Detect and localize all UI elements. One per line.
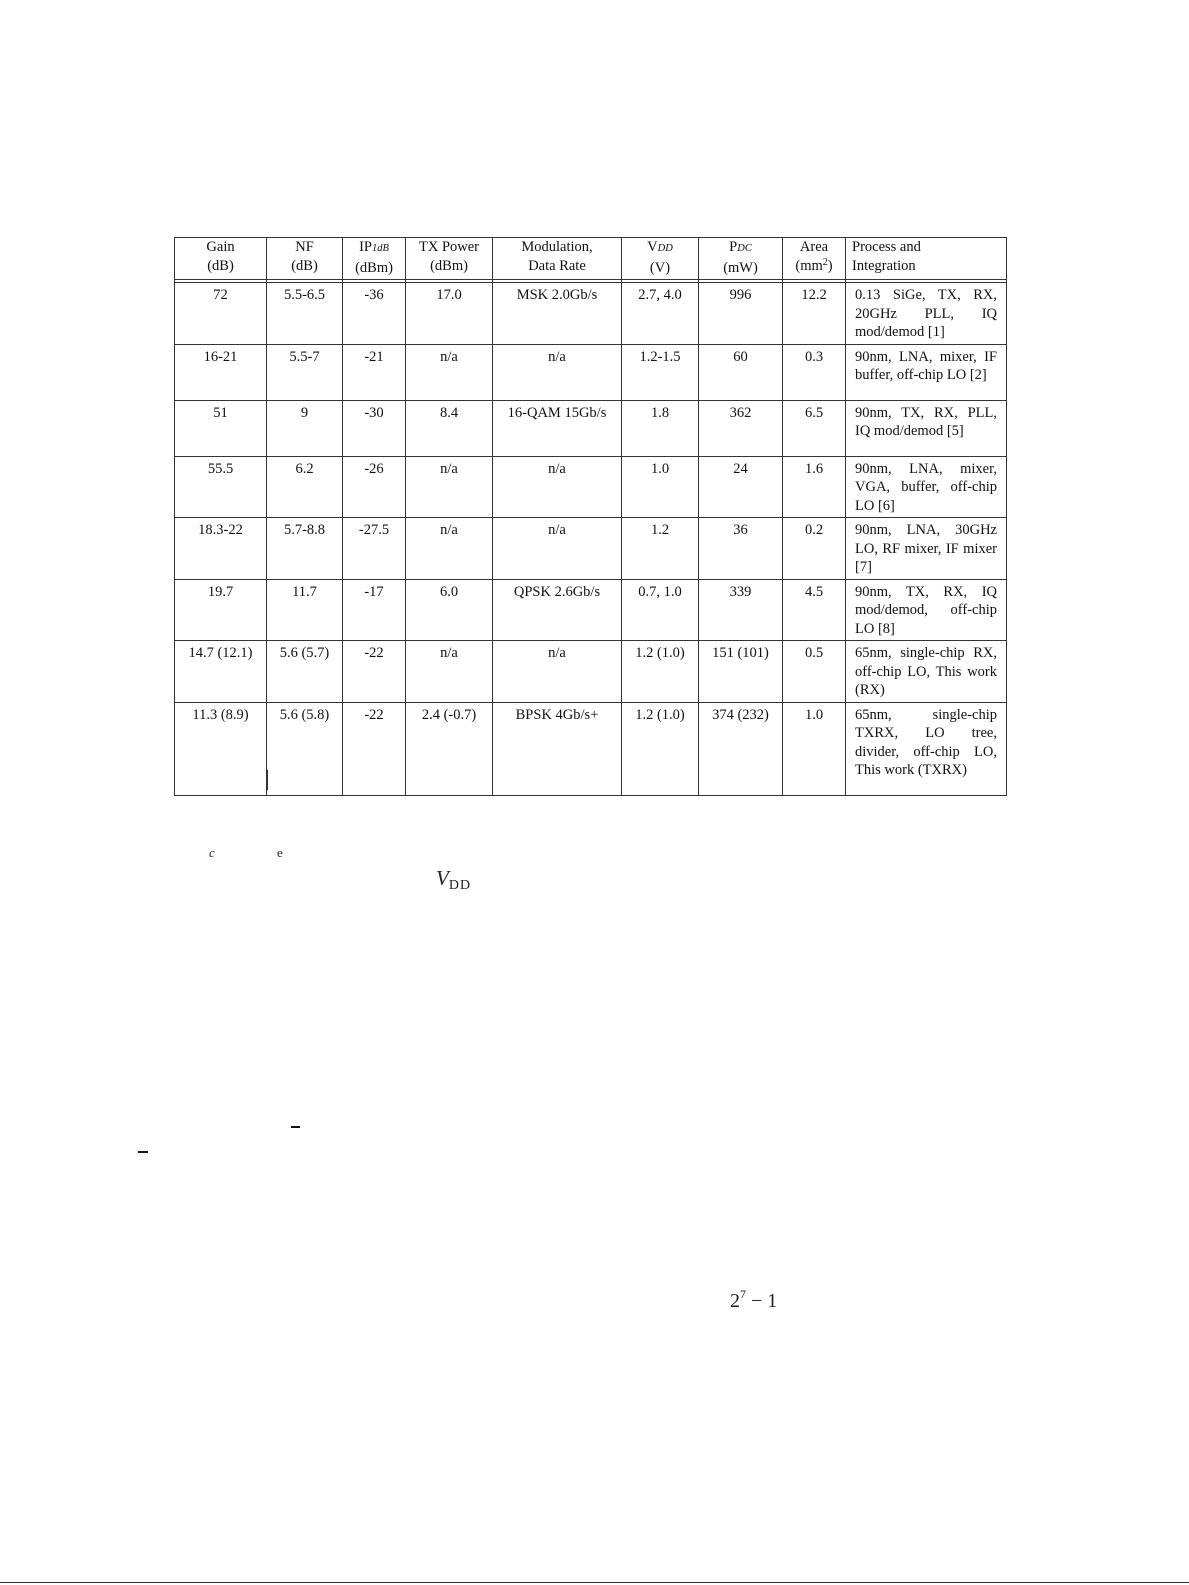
cell-process: 65nm, single-chip RX, off-chip LO, This work (RX) bbox=[846, 641, 1007, 703]
table-trailing-stub bbox=[174, 770, 268, 790]
cell-area: 1.0 bbox=[783, 702, 846, 795]
cell-vdd: 1.2 (1.0) bbox=[622, 641, 699, 703]
cell-modulation: 16-QAM 15Gb/s bbox=[493, 400, 622, 456]
cell-modulation: MSK 2.0Gb/s bbox=[493, 283, 622, 345]
cell-pdc: 36 bbox=[699, 518, 783, 580]
cell-vdd: 1.2-1.5 bbox=[622, 344, 699, 400]
dash-mark bbox=[291, 1126, 300, 1128]
cell-gain: 19.7 bbox=[175, 579, 267, 641]
footer-rule bbox=[0, 1582, 1189, 1583]
cell-tx-power: 2.4 (-0.7) bbox=[406, 702, 493, 795]
cell-ip1db: -30 bbox=[343, 400, 406, 456]
header-area: Area $(mm^2)$ bbox=[783, 238, 846, 280]
table-row bbox=[175, 344, 1007, 400]
comparison-table bbox=[174, 237, 1007, 796]
cell-modulation: n/a bbox=[493, 456, 622, 518]
cell-ip1db: -27.5 bbox=[343, 518, 406, 580]
cell-nf: 9 bbox=[267, 400, 343, 456]
cell-gain: 16-21 bbox=[175, 344, 267, 400]
cell-area: 6.5 bbox=[783, 400, 846, 456]
cell-process: 65nm, single-chip TXRX, LO tree, divider, off-chip LO, This work (TXRX) bbox=[846, 702, 1007, 795]
cell-tx-power: 17.0 bbox=[406, 283, 493, 345]
cell-vdd: 2.7, 4.0 bbox=[622, 283, 699, 345]
cell-modulation: n/a bbox=[493, 518, 622, 580]
header-process: Process and Integration bbox=[846, 238, 1007, 280]
cell-gain: 11.3 (8.9) bbox=[175, 702, 267, 795]
table-header bbox=[175, 238, 1007, 283]
cell-vdd: 1.2 (1.0) bbox=[622, 702, 699, 795]
cell-area: 0.3 bbox=[783, 344, 846, 400]
header-tx-power: TX Power (dBm) bbox=[406, 238, 493, 280]
cell-process: 90nm, LNA, mixer, IF buffer, off-chip LO [2] bbox=[846, 344, 1007, 400]
table-row bbox=[175, 579, 1007, 641]
cell-gain: 72 bbox=[175, 283, 267, 345]
cell-process: 90nm, TX, RX, IQ mod/demod, off-chip LO [8] bbox=[846, 579, 1007, 641]
cell-tx-power: n/a bbox=[406, 641, 493, 703]
cell-area: 1.6 bbox=[783, 456, 846, 518]
table-row bbox=[175, 702, 1007, 795]
cell-pdc: 374 (232) bbox=[699, 702, 783, 795]
text-fragment-c: c bbox=[209, 845, 215, 860]
cell-pdc: 151 (101) bbox=[699, 641, 783, 703]
cell-pdc: 24 bbox=[699, 456, 783, 518]
cell-ip1db: -22 bbox=[343, 702, 406, 795]
cell-nf: 6.2 bbox=[267, 456, 343, 518]
header-pdc: PDC (mW) bbox=[699, 238, 783, 280]
header-ip1db: IP1dB (dBm) bbox=[343, 238, 406, 280]
cell-process: 90nm, LNA, mixer, VGA, buffer, off-chip LO [6] bbox=[846, 456, 1007, 518]
cell-modulation: QPSK 2.6Gb/s bbox=[493, 579, 622, 641]
cell-gain: 14.7 (12.1) bbox=[175, 641, 267, 703]
cell-pdc: 362 bbox=[699, 400, 783, 456]
cell-tx-power: 6.0 bbox=[406, 579, 493, 641]
text-fragment-e: e bbox=[277, 845, 283, 860]
dash-mark bbox=[138, 1151, 148, 1153]
cell-vdd: 1.8 bbox=[622, 400, 699, 456]
cell-area: 0.5 bbox=[783, 641, 846, 703]
table-row bbox=[175, 456, 1007, 518]
cell-nf: 5.5-6.5 bbox=[267, 283, 343, 345]
cell-ip1db: -22 bbox=[343, 641, 406, 703]
cell-area: 12.2 bbox=[783, 283, 846, 345]
cell-nf: 5.6 (5.7) bbox=[267, 641, 343, 703]
cell-vdd: 1.2 bbox=[622, 518, 699, 580]
cell-vdd: 1.0 bbox=[622, 456, 699, 518]
header-vdd: VDD (V) bbox=[622, 238, 699, 280]
table-body bbox=[175, 283, 1007, 796]
cell-tx-power: n/a bbox=[406, 518, 493, 580]
cell-process: 90nm, TX, RX, PLL, IQ mod/demod [5] bbox=[846, 400, 1007, 456]
cell-nf: 5.6 (5.8) bbox=[267, 702, 343, 795]
cell-modulation: n/a bbox=[493, 344, 622, 400]
table-row bbox=[175, 283, 1007, 345]
cell-gain: 18.3-22 bbox=[175, 518, 267, 580]
cell-gain: 51 bbox=[175, 400, 267, 456]
cell-gain: 55.5 bbox=[175, 456, 267, 518]
cell-pdc: 339 bbox=[699, 579, 783, 641]
cell-tx-power: n/a bbox=[406, 344, 493, 400]
cell-pdc: 996 bbox=[699, 283, 783, 345]
cell-area: 0.2 bbox=[783, 518, 846, 580]
cell-pdc: 60 bbox=[699, 344, 783, 400]
cell-vdd: 0.7, 1.0 bbox=[622, 579, 699, 641]
cell-ip1db: -17 bbox=[343, 579, 406, 641]
cell-ip1db: -21 bbox=[343, 344, 406, 400]
cell-nf: 5.7-8.8 bbox=[267, 518, 343, 580]
table-row bbox=[175, 518, 1007, 580]
cell-ip1db: -36 bbox=[343, 283, 406, 345]
header-gain: Gain (dB) bbox=[175, 238, 267, 280]
table-row bbox=[175, 400, 1007, 456]
cell-tx-power: n/a bbox=[406, 456, 493, 518]
cell-process: 90nm, LNA, 30GHz LO, RF mixer, IF mixer [7] bbox=[846, 518, 1007, 580]
cell-modulation: n/a bbox=[493, 641, 622, 703]
cell-modulation: BPSK 4Gb/s+ bbox=[493, 702, 622, 795]
power-expression: $2^7 - 1$ bbox=[730, 1287, 778, 1312]
header-modulation: Modulation, Data Rate bbox=[493, 238, 622, 280]
cell-process: 0.13 SiGe, TX, RX, 20GHz PLL, IQ mod/demod [1] bbox=[846, 283, 1007, 345]
header-nf: NF (dB) bbox=[267, 238, 343, 280]
cell-nf: 11.7 bbox=[267, 579, 343, 641]
table-row bbox=[175, 641, 1007, 703]
cell-tx-power: 8.4 bbox=[406, 400, 493, 456]
cell-ip1db: -26 bbox=[343, 456, 406, 518]
cell-area: 4.5 bbox=[783, 579, 846, 641]
cell-nf: 5.5-7 bbox=[267, 344, 343, 400]
vdd-symbol: VDD bbox=[436, 866, 472, 893]
